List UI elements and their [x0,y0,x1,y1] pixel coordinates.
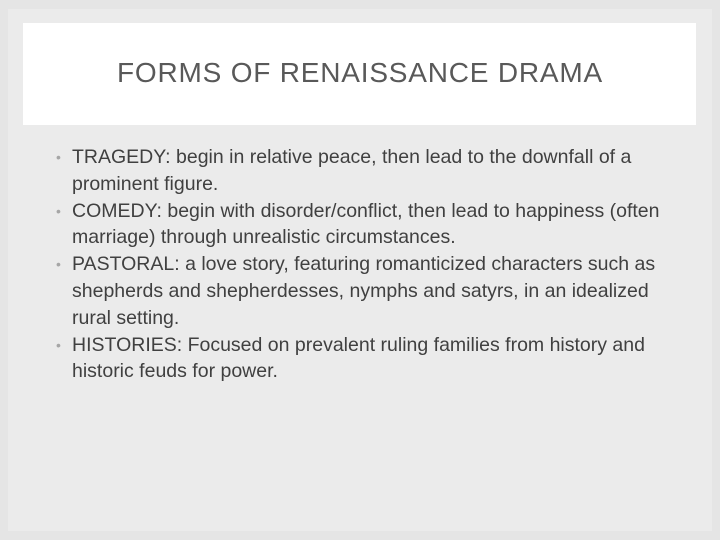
bullet-text: PASTORAL: a love story, featuring romanticized characters such as shepherds and shepherdesses, nymphs and satyrs, in an idealized rural setting. [72,253,656,329]
bullet-icon: • [56,149,61,165]
bullet-text: TRAGEDY: begin in relative peace, then lead to the downfall of a prominent figure. [72,146,632,195]
bullet-item-tragedy [52,144,672,198]
bullet-text: HISTORIES: Focused on prevalent ruling families from history and historic feuds for power. [72,333,645,383]
bullet-icon: • [56,256,61,273]
bullet-icon: • [56,336,61,353]
bullet-icon: • [56,202,61,219]
bullet-item-comedy [52,198,672,252]
bullet-text: COMEDY: begin with disorder/conflict, then lead to happiness (often marriage) through unrealistic circumstances. [72,199,660,249]
bullet-list [52,144,672,385]
bullet-item-pastoral [52,251,672,331]
bullet-item-histories [52,332,672,386]
slide-title: FORMS OF RENAISSANCE DRAMA [117,57,603,88]
